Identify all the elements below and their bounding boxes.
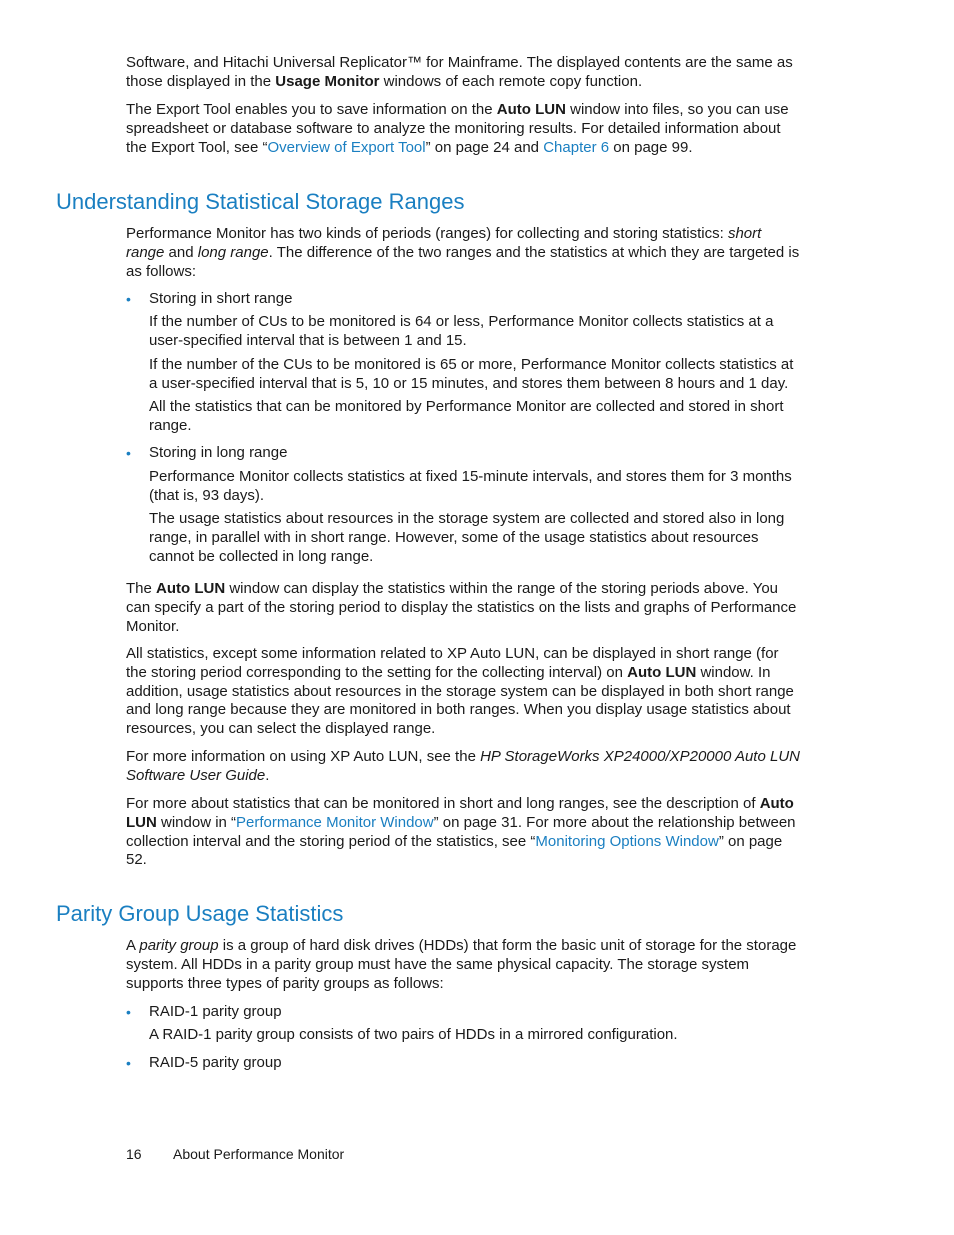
bullet1-sub-paragraph-1: If the number of CUs to be monitored is 64 or less, Performance Monitor collects statistics at a user-specified interval that is between 1 and 15. [149, 313, 774, 349]
text-run: ” on page 31. For more about the relationship between collection interval and the storing period of the statistics, see “ [126, 813, 796, 850]
text-run: is a group of hard disk drives (HDDs) that form the basic unit of storage for the storage system. All HDDs in a parity group must have the same physical capacity. The storage system supports three types of parity groups as follows: [126, 937, 797, 992]
text-run: All statistics, except some information related to XP Auto LUN, can be displayed in short range (for the storing period corresponding to the setting for the collecting interval) on [126, 645, 779, 681]
page-number: 16 [126, 1146, 142, 1162]
bold-term: Auto LUN [496, 101, 566, 118]
text-run: windows of each remote copy function. [379, 72, 643, 90]
text-run: The [126, 580, 157, 597]
link-overview-export-tool[interactable]: Overview of Export Tool [267, 138, 426, 156]
text-run: Performance Monitor has two kinds of periods (ranges) for collecting and storing statistics: [126, 225, 728, 242]
bullet-dot-icon: • [126, 1055, 131, 1071]
italic-term: short range [126, 225, 762, 261]
link-performance-monitor-window[interactable]: Performance Monitor Window [236, 813, 434, 831]
link-chapter-6[interactable]: Chapter 6 [543, 138, 610, 156]
section1-paragraph-3 [126, 645, 802, 739]
text-run: and [164, 243, 198, 261]
text-run: window can display the statistics within the range of the storing periods above. You can specify a part of the storing period to display the statistics on the lists and graphs of Performance Monitor. [126, 580, 797, 635]
text-run: The Export Tool enables you to save information on the [126, 101, 497, 118]
bullet-label: RAID-1 parity group [149, 1003, 282, 1020]
bold-term: Usage Monitor [275, 72, 380, 90]
bullet-label: Storing in short range [149, 290, 293, 307]
text-run: window. In addition, usage statistics about resources in the storage system can be displayed in both short range and long range because they are monitored in both ranges. When you display usage statistics about resources, you can select the displayed range. [126, 663, 794, 738]
bullet-label: RAID-5 parity group [149, 1054, 282, 1071]
section2-paragraph-1 [126, 937, 802, 993]
raid1-sub-paragraph: A RAID-1 parity group consists of two pairs of HDDs in a mirrored configuration. [149, 1026, 678, 1043]
text-run: window in “ [156, 813, 237, 831]
bullet1-sub-paragraph-3: All the statistics that can be monitored by Performance Monitor are collected and stored in short range. [149, 398, 784, 434]
text-run: window into files, so you can use spreadsheet or database software to analyze the monitoring results. For detailed information about the Export Tool, see “ [126, 101, 789, 156]
text-run: ” on page 24 and [425, 138, 544, 156]
section1-paragraph-2 [126, 580, 802, 636]
section-heading-storage-ranges: Understanding Statistical Storage Ranges [56, 189, 465, 214]
text-run: For more about statistics that can be monitored in short and long ranges, see the description of [126, 795, 760, 812]
bold-term: Auto LUN [627, 663, 697, 681]
italic-title: HP StorageWorks XP24000/XP20000 Auto LUN Software User Guide [126, 748, 800, 784]
text-run: A [126, 937, 140, 954]
section-heading-parity-group: Parity Group Usage Statistics [56, 901, 344, 926]
text-run: . [265, 766, 270, 784]
text-run: . The difference of the two ranges and the statistics at which they are targeted is as follows: [126, 243, 800, 280]
section1-paragraph-1 [126, 225, 802, 281]
italic-term: long range [197, 243, 269, 261]
text-run: Software, and Hitachi Universal Replicator™ for Mainframe. The displayed contents are the same as those displayed in the [126, 54, 793, 90]
bullet-dot-icon: • [126, 1004, 131, 1020]
bullet-dot-icon: • [126, 445, 131, 461]
bullet2-sub-paragraph-1: Performance Monitor collects statistics at fixed 15-minute intervals, and stores them for 3 months (that is, 93 days). [149, 468, 792, 504]
footer-title: About Performance Monitor [173, 1146, 345, 1162]
intro-paragraph-1 [126, 54, 802, 92]
text-run: on page 99. [609, 138, 693, 156]
intro-paragraph-2 [126, 101, 802, 157]
bullet-label: Storing in long range [149, 444, 288, 461]
section1-paragraph-4 [126, 748, 802, 786]
bullet-dot-icon: • [126, 291, 131, 307]
italic-term: parity group [139, 937, 219, 954]
bold-term: Auto LUN [126, 795, 794, 831]
link-monitoring-options-window[interactable]: Monitoring Options Window [535, 832, 719, 850]
bold-term: Auto LUN [156, 580, 226, 597]
section1-paragraph-5 [126, 795, 802, 870]
text-run: ” on page 52. [126, 832, 783, 869]
bullet2-sub-paragraph-2: The usage statistics about resources in the storage system are collected and stored also in long range, in parallel with in short range. However, some of the usage statistics about resources cannot be collected in long range. [149, 510, 785, 565]
bullet1-sub-paragraph-2: If the number of the CUs to be monitored is 65 or more, Performance Monitor collects statistics at a user-specified interval that is 5, 10 or 15 minutes, and stores them between 8 hours and 1 day. [149, 356, 794, 392]
text-run: For more information on using XP Auto LUN, see the [126, 748, 481, 765]
